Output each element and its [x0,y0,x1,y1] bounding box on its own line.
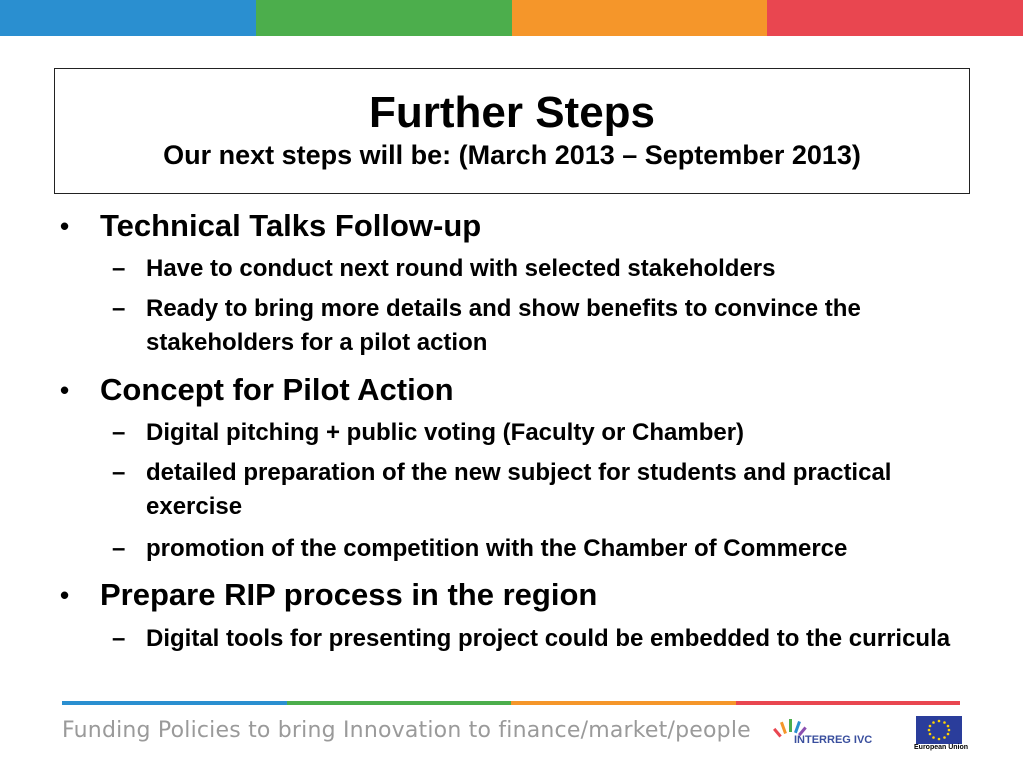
top-color-bar [0,0,1023,36]
dash-marker: – [112,419,126,446]
dash-marker: – [112,535,126,562]
dash-marker: – [112,625,126,652]
bottom-bar-green [287,701,512,705]
interreg-logo-text: INTERREG IVC [794,734,873,746]
title-box [54,68,970,194]
top-bar-orange [512,0,768,36]
bottom-bar-blue [62,701,287,705]
slide-title: Further Steps [368,88,656,137]
top-bar-blue [0,0,256,36]
sub-item: detailed preparation of the new subject for students and practical exercise [146,459,892,520]
sub-item: promotion of the competition with the Chamber of Commerce [146,535,848,562]
sub-item: Digital tools for presenting project could be embedded to the curricula [146,625,951,652]
bottom-bar-orange [511,701,736,705]
eu-flag-icon [916,716,962,744]
bullet-marker: • [60,580,70,610]
top-bar-red [767,0,1023,36]
top-bar-green [256,0,512,36]
bottom-color-bar [62,701,960,705]
slide-subtitle: Our next steps will be: (March 2013 – September 2013) [163,140,861,170]
bullet-marker: • [60,211,70,241]
bottom-bar-red [736,701,961,705]
bullet-item: Concept for Pilot Action [100,372,454,407]
bullet-item: Prepare RIP process in the region [100,577,598,612]
bullet-item: Technical Talks Follow-up [100,208,482,243]
bullet-marker: • [60,375,70,405]
eu-label: European Union [914,744,969,751]
footer-tagline: Funding Policies to bring Innovation to finance/market/people [62,718,751,743]
dash-marker: – [112,255,126,282]
dash-marker: – [112,295,126,322]
sub-item: Have to conduct next round with selected stakeholders [146,255,776,282]
sub-item: Digital pitching + public voting (Faculty or Chamber) [146,419,745,446]
dash-marker: – [112,459,126,486]
sub-item: Ready to bring more details and show benefits to convince the stakeholders for a pilot action [146,295,861,356]
eu-stars-icon [916,716,962,744]
